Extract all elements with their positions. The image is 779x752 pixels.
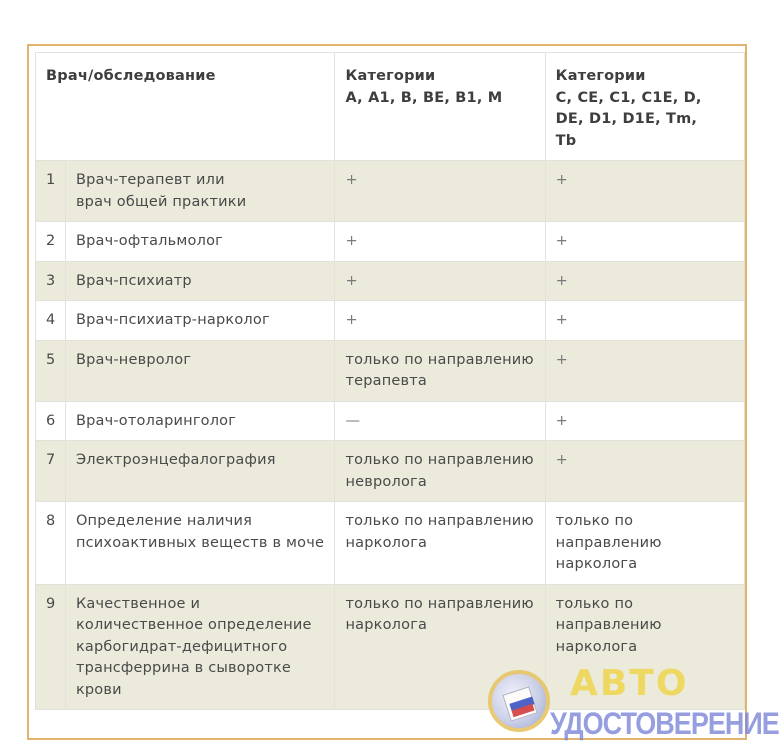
categories-a-value (335, 502, 545, 585)
categories-c-value-line: только по (555, 595, 634, 612)
categories-c-value-line: + (555, 312, 569, 328)
categories-a-value (335, 222, 545, 262)
categories-c-value (545, 401, 744, 441)
table-header-row (36, 53, 745, 161)
table-row (36, 340, 745, 401)
categories-c-value-line: + (555, 272, 569, 289)
exam-name-line: Определение наличия (75, 513, 253, 529)
row-number: 9 (36, 584, 66, 710)
categories-c-value (545, 441, 744, 502)
header-categories-a: Категории A, A1, B, BE, B1, M (335, 53, 545, 161)
categories-a-value (335, 401, 545, 441)
exam-name (65, 222, 335, 262)
watermark-logo-icon (488, 670, 550, 732)
row-number: 7 (36, 441, 66, 502)
table-row (36, 502, 745, 585)
categories-c-value (545, 161, 744, 222)
exam-name-line: количественное определение (75, 617, 312, 633)
exam-name (65, 261, 335, 301)
exam-name-line: Врач-отоларинголог (75, 412, 237, 429)
categories-a-value-line: терапевта (345, 373, 428, 389)
categories-a-value-line: нарколога (345, 617, 428, 633)
categories-c-value (545, 502, 744, 585)
row-number: 1 (36, 161, 66, 222)
table-frame (27, 44, 747, 740)
exam-name (65, 584, 335, 710)
categories-a-value (335, 340, 545, 401)
table-row (36, 161, 745, 222)
exam-name-line: врач общей практики (75, 193, 247, 210)
exam-name-line: Электроэнцефалография (75, 452, 276, 468)
categories-c-value (545, 340, 744, 401)
categories-c-value-line: + (555, 351, 569, 368)
categories-a-value-line: — (345, 412, 361, 429)
categories-c-value (545, 222, 744, 262)
categories-c-value-line: направлению (555, 534, 662, 551)
table-row (36, 301, 745, 341)
categories-a-value (335, 261, 545, 301)
exam-name-line: Врач-офтальмолог (75, 233, 223, 249)
row-number: 2 (36, 222, 66, 262)
categories-c-value-line: + (555, 452, 569, 468)
categories-a-value-line: только по направлению (345, 513, 534, 529)
categories-a-value-line: только по направлению (345, 452, 534, 468)
exam-name-line: Врач-терапевт или (75, 172, 225, 188)
exam-name (65, 340, 335, 401)
categories-a-value (335, 301, 545, 341)
categories-a-value-line: + (345, 312, 358, 328)
categories-a-value (335, 161, 545, 222)
watermark-line2: УДОСТОВЕРЕНИЕ (550, 706, 779, 741)
categories-c-value-line: + (555, 233, 569, 249)
row-number: 3 (36, 261, 66, 301)
categories-a-value (335, 441, 545, 502)
table-row (36, 441, 745, 502)
categories-a-value-line: нарколога (345, 534, 428, 551)
header-categories-c: Категории C, CE, C1, C1E, D, DE, D1, D1E, Tm, Tb (545, 53, 744, 161)
categories-a-value-line: только по направлению (345, 595, 534, 612)
categories-c-value-line: направлению (555, 617, 662, 633)
exam-name (65, 161, 335, 222)
categories-c-value (545, 301, 744, 341)
categories-c-value (545, 261, 744, 301)
medical-exam-table (35, 52, 745, 710)
exam-name (65, 301, 335, 341)
categories-c-value-line: + (555, 172, 569, 188)
exam-name-line: карбогидрат-дефицитного (75, 638, 288, 655)
table-row (36, 261, 745, 301)
categories-c-value-line: нарколога (555, 638, 638, 655)
exam-name-line: трансферрина в сыворотке (75, 660, 292, 676)
categories-c-value-line: нарколога (555, 556, 638, 572)
exam-name (65, 502, 335, 585)
exam-name-line: Врач-психиатр-нарколог (75, 312, 270, 328)
categories-a-value-line: только по направлению (345, 351, 534, 368)
categories-c-value-line: + (555, 412, 569, 429)
header-exam: Врач/обследование (36, 53, 335, 161)
row-number: 5 (36, 340, 66, 401)
exam-name-line: психоактивных веществ в моче (75, 534, 325, 551)
categories-c-value-line: только по (555, 513, 634, 529)
exam-name-line: Врач-невролог (75, 351, 192, 368)
categories-a-value-line: + (345, 172, 358, 188)
categories-a-value-line: невролога (345, 473, 427, 490)
exam-name (65, 401, 335, 441)
watermark-line1: АВТО (570, 663, 689, 704)
exam-name (65, 441, 335, 502)
table-row (36, 222, 745, 262)
row-number: 4 (36, 301, 66, 341)
exam-name-line: Врач-психиатр (75, 272, 192, 289)
watermark (488, 663, 779, 744)
row-number: 6 (36, 401, 66, 441)
categories-a-value-line: + (345, 272, 358, 289)
exam-name-line: крови (75, 681, 122, 698)
row-number: 8 (36, 502, 66, 585)
exam-name-line: Качественное и (75, 595, 201, 612)
categories-a-value-line: + (345, 233, 358, 249)
table-row (36, 401, 745, 441)
